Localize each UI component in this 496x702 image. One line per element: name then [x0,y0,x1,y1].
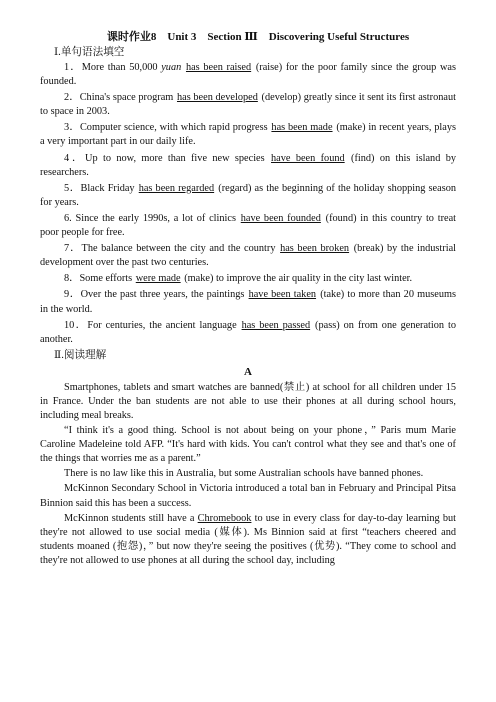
answer-blank: has been developed [176,92,258,104]
item-text: Over the past three years, the paintings [80,289,248,301]
passage-paragraph-5 [40,512,456,568]
item-number: 1． [64,62,82,73]
exercise-item-6 [40,212,456,240]
item-text: (develop) greatly since it sent its first astronaut to space in 2003. [40,92,456,118]
passage-paragraph-4: McKinnon Secondary School in Victoria introduced a total ban in February and Principal Pitsa Binnion said this has been a success. [40,483,456,509]
item-number: 9． [64,289,81,301]
passage-paragraph-1: Smartphones, tablets and smart watches are banned(禁止) at school for all children under 15 in France. Under the ban students are not able to use their phones at all during school hours, including meal breaks. [40,381,456,421]
item-text: More than 50,000 [81,62,162,73]
section-heading-reading: Ⅱ.阅读理解 [54,349,107,361]
exercise-item-1 [40,61,456,89]
exercise-item-4 [40,152,456,180]
item-text: (pass) on from one generation to another. [40,319,457,345]
answer-blank: has been passed [241,319,311,331]
answer-blank: were made [135,273,181,285]
exercise-item-7 [40,242,456,270]
underlined-term: Chromebook [197,512,252,524]
answer-blank: have been taken [248,289,317,301]
item-text: (break) by the industrial development over the past two centuries. [40,243,457,269]
item-text: Black Friday [80,182,138,194]
item-number: 3． [64,122,80,134]
exercise-item-10 [40,319,456,347]
item-text: (regard) as the beginning of the holiday shopping season for years. [40,182,456,208]
item-text: (take) to more than 20 museums in the world. [40,289,457,315]
answer-blank: have been founded [240,212,321,224]
exercise-item-9 [40,288,456,316]
answer-blank: has been raised [185,62,252,73]
item-text-italic: yuan [161,62,182,73]
item-text: The balance between the city and the country [81,243,280,255]
item-number: 10． [64,319,88,331]
exercise-item-2 [40,91,456,119]
item-number: 4． [64,152,86,164]
passage-label: A [244,365,252,378]
item-text: Computer science, with which rapid progress [79,122,271,134]
item-text: China's space program [79,92,176,104]
item-text: Up to now, more than five new species [85,152,271,164]
item-number: 7． [64,243,82,255]
item-number: 6. [64,212,72,224]
item-text: Since the early 1990s, a lot of clinics [71,212,240,224]
item-number: 5． [64,182,81,194]
answer-blank: has been made [271,122,333,134]
exercise-item-3 [40,121,456,149]
item-number: 2． [64,92,80,104]
item-text: (make) in recent years, plays a very important part in our daily life. [40,122,456,148]
answer-blank: has been broken [280,243,350,255]
item-text: (find) on this island by researchers. [40,152,457,178]
answer-blank: have been found [271,152,345,164]
item-text: Some efforts [79,273,135,285]
page-title: 课时作业8 Unit 3 Section Ⅲ Discovering Useful Structures [106,31,410,43]
passage-paragraph-2: “I think it's a good thing. School is not about being on your phone，” Paris mum Marie Caroline Madeleine told AFP. “It's hard with kids. You can't control what they see and that's one of the things that worries me as a parent.” [40,425,456,465]
passage-paragraph-3: There is no law like this in Australia, but some Australian schools have banned phones. [64,468,424,480]
exercise-item-5 [40,182,456,210]
item-number: 8． [64,273,80,285]
answer-blank: has been regarded [138,182,215,194]
exercise-item-8 [40,272,456,286]
item-text: For centuries, the ancient language [87,319,241,331]
paragraph-text: to use in every class for day-to-day learning but they're not allowed to use social media (媒体). Ms Binnion said at first “teachers cheered and students moaned (抱怨)，” but now they're seeing the positives (优势). “They come to school and they're not allowed to use phones at all during the school day, including [40,512,457,566]
section-heading-grammar: Ⅰ.单句语法填空 [54,47,125,58]
item-text: (raise) for the poor family since the group was founded. [40,62,456,88]
item-text: (found) in this country to treat poor people for free. [40,212,457,239]
paragraph-text: McKinnon students still have a [64,512,198,524]
item-text: (make) to improve the air quality in the city last winter. [181,273,413,285]
